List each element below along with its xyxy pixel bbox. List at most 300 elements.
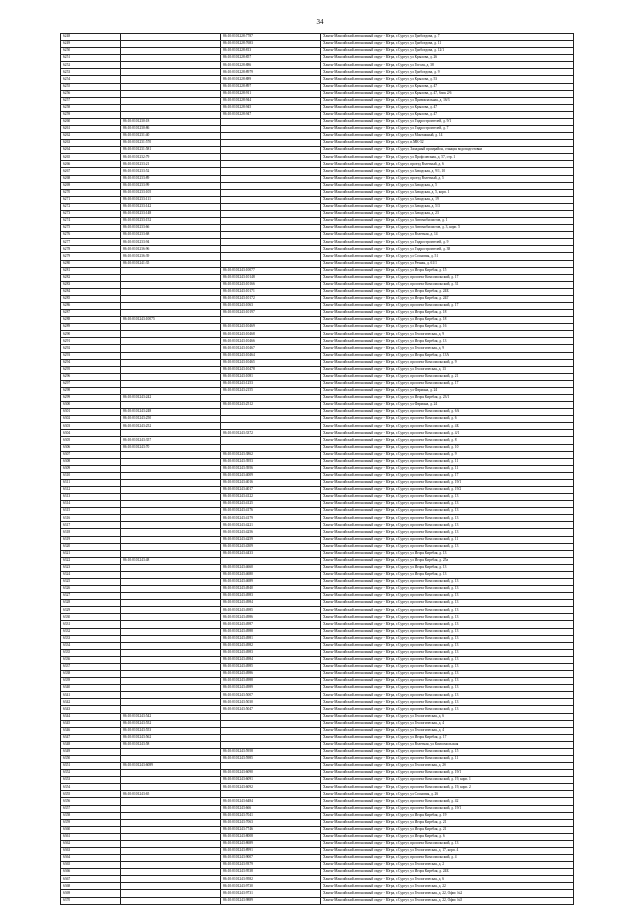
address-cell: Ханты-Мансийский автономный округ - Югра, г.Сургут, проспект Комсомольский, д. 8 (321, 437, 574, 444)
address-cell: Ханты-Мансийский автономный округ - Югра, г.Сургут, ул Крылова, д. 47 (321, 83, 574, 90)
row-number-cell: 6351 (61, 763, 121, 770)
table-row (61, 225, 574, 232)
object-number-cell (221, 260, 321, 267)
land-plot-number-cell (121, 522, 221, 529)
object-number-cell: 86:10:0101243:7746 (221, 826, 321, 833)
row-number-cell: 6368 (61, 883, 121, 890)
row-number-cell: 6259 (61, 111, 121, 118)
object-number-cell: 86:10:0101243:8991 (221, 847, 321, 854)
land-plot-number-cell (121, 90, 221, 97)
row-number-cell: 6330 (61, 614, 121, 621)
table-row (61, 571, 574, 578)
land-plot-number-cell (121, 373, 221, 380)
table-row (61, 734, 574, 741)
object-number-cell (221, 253, 321, 260)
table-row (61, 826, 574, 833)
land-plot-number-cell (121, 402, 221, 409)
land-plot-number-cell (121, 359, 221, 366)
address-cell: Ханты-Мансийский автономный округ - Югра, г.Сургут, проспект Комсомольский, д. 6 (321, 416, 574, 423)
object-number-cell: 86:10:0101243:4984 (221, 600, 321, 607)
object-number-cell (221, 423, 321, 430)
object-number-cell (221, 720, 321, 727)
table-row (61, 876, 574, 883)
object-number-cell: 86:10:0101243:4660 (221, 564, 321, 571)
address-cell: Ханты-Мансийский автономный округ - Югра, г.Сургут, ул Игоря Киртбая, д. 13 (321, 571, 574, 578)
row-number-cell: 6337 (61, 663, 121, 670)
row-number-cell: 6339 (61, 678, 121, 685)
table-row (61, 840, 574, 847)
object-number-cell: 86:10:0101243:4985 (221, 663, 321, 670)
land-plot-number-cell: 86:10:0101231:40 (121, 133, 221, 140)
land-plot-number-cell (121, 833, 221, 840)
table-body (61, 34, 574, 905)
row-number-cell: 6355 (61, 791, 121, 798)
address-cell: Ханты-Мансийский автономный округ - Югра, г.Сургут, ул Гидростроителей, д. 7 (321, 126, 574, 133)
table-row (61, 267, 574, 274)
address-cell: Ханты-Мансийский автономный округ - Югра, г.Сургут, ул Игоря Киртбая, д. 18 (321, 317, 574, 324)
row-number-cell: 6326 (61, 586, 121, 593)
row-number-cell: 6336 (61, 656, 121, 663)
row-number-cell: 6294 (61, 359, 121, 366)
address-cell: Ханты-Мансийский автономный округ - Югра, г.Сургут, ул Грибоедова, д. 7 (321, 34, 574, 41)
address-cell: Ханты-Мансийский автономный округ - Югра, г.Сургут, ул Крылова, д. 47, блок 2/6 (321, 90, 574, 97)
address-cell: Ханты-Мансийский автономный округ - Югра, г.Сургут, ул Игоря Киртбая, д. 18 (321, 310, 574, 317)
object-number-cell: 86:10:0101243:1081 (221, 373, 321, 380)
object-number-cell: 86:10:0101243:9379 (221, 862, 321, 869)
table-row (61, 515, 574, 522)
address-cell: Ханты-Мансийский автономный округ - Югра, г.Сургут, проспект Комсомольский, д. 6А (321, 409, 574, 416)
object-number-cell (221, 232, 321, 239)
object-number-cell: 86:10:0101243:9731 (221, 890, 321, 897)
row-number-cell: 6260 (61, 118, 121, 125)
address-cell: Ханты-Мансийский автономный округ - Югра, г.Сургут, ул Грибоедова, д. 12/1 (321, 48, 574, 55)
object-number-cell: 86:10:0101243:6484 (221, 798, 321, 805)
table-row (61, 706, 574, 713)
row-number-cell: 6262 (61, 133, 121, 140)
object-number-cell (221, 175, 321, 182)
table-row (61, 812, 574, 819)
land-plot-number-cell: 86:10:0101243:65 (121, 791, 221, 798)
table-row (61, 635, 574, 642)
object-number-cell: 86:10:0101243:9889 (221, 897, 321, 904)
address-cell: Ханты-Мансийский автономный округ - Югра, г.Сургут, ул Игоря Киртбая, д. 24Г (321, 295, 574, 302)
land-plot-number-cell (121, 812, 221, 819)
table-row (61, 557, 574, 564)
row-number-cell: 6358 (61, 812, 121, 819)
address-cell: Ханты-Мансийский автономный округ - Югра, г.Сургут, ул Игоря Киртбая, д. 23/1 (321, 394, 574, 401)
object-number-cell: 86:10:0101243:10171 (221, 288, 321, 295)
table-row (61, 550, 574, 557)
table-row (61, 805, 574, 812)
row-number-cell: 6327 (61, 593, 121, 600)
object-number-cell (221, 416, 321, 423)
object-number-cell (221, 444, 321, 451)
table-row (61, 883, 574, 890)
table-row (61, 140, 574, 147)
table-row (61, 338, 574, 345)
table-row (61, 465, 574, 472)
address-cell: Ханты-Мансийский автономный округ - Югра, г.Сургут, проспект Комсомольский, д. 13 (321, 621, 574, 628)
row-number-cell: 6366 (61, 869, 121, 876)
object-number-cell (221, 154, 321, 161)
row-number-cell: 6270 (61, 189, 121, 196)
object-number-cell (221, 133, 321, 140)
table-row (61, 586, 574, 593)
row-number-cell: 6319 (61, 536, 121, 543)
land-plot-number-cell: 86:10:0101233:68 (121, 232, 221, 239)
address-cell: Ханты-Мансийский автономный округ - Югра, г.Сургут, проспект Комсомольский, д. 13 (321, 614, 574, 621)
row-number-cell: 6282 (61, 274, 121, 281)
land-plot-number-cell (121, 97, 221, 104)
object-number-cell: 86:10:0101228:813 (221, 48, 321, 55)
object-number-cell: 86:10:0101228:857 (221, 55, 321, 62)
object-number-cell (221, 210, 321, 217)
table-row (61, 649, 574, 656)
row-number-cell: 6289 (61, 324, 121, 331)
land-plot-number-cell (121, 543, 221, 550)
land-plot-number-cell (121, 302, 221, 309)
object-number-cell (221, 189, 321, 196)
land-plot-number-cell (121, 494, 221, 501)
object-number-cell (221, 239, 321, 246)
land-plot-number-cell (121, 656, 221, 663)
row-number-cell: 6278 (61, 246, 121, 253)
land-plot-number-cell (121, 310, 221, 317)
object-number-cell: 86:10:0101243:9730 (221, 883, 321, 890)
object-number-cell: 86:10:0101243:5958 (221, 748, 321, 755)
object-number-cell: 86:10:0101228:7683 (221, 41, 321, 48)
table-row (61, 720, 574, 727)
table-row (61, 494, 574, 501)
object-number-cell (221, 409, 321, 416)
land-plot-number-cell: 86:10:0101243:553 (121, 727, 221, 734)
table-row (61, 295, 574, 302)
object-number-cell: 86:10:0101243:10148 (221, 274, 321, 281)
row-number-cell: 6370 (61, 897, 121, 904)
row-number-cell: 6281 (61, 267, 121, 274)
table-row (61, 748, 574, 755)
object-number-cell: 86:10:0101243:10077 (221, 267, 321, 274)
address-cell: Ханты-Мансийский автономный округ - Югра, г.Сургут, проспект Комсомольский, д. 13 (321, 685, 574, 692)
table-row (61, 855, 574, 862)
table-row (61, 479, 574, 486)
table-row (61, 847, 574, 854)
object-number-cell (221, 147, 321, 154)
object-number-cell: 86:10:0101228:945 (221, 104, 321, 111)
object-number-cell: 86:10:0101243:4989 (221, 685, 321, 692)
table-row (61, 41, 574, 48)
address-cell: Ханты-Мансийский автономный округ - Югра, г.Сургут, ул Крылова, д. 47 (321, 111, 574, 118)
address-cell: Ханты-Мансийский автономный округ - Югра, г.Сургут, проспект Комсомольский, д. 13 (321, 649, 574, 656)
land-plot-number-cell (121, 508, 221, 515)
land-plot-number-cell (121, 331, 221, 338)
table-row (61, 508, 574, 515)
object-number-cell: 86:10:0101243:4984 (221, 656, 321, 663)
land-plot-number-cell (121, 869, 221, 876)
table-row (61, 777, 574, 784)
row-number-cell: 6306 (61, 444, 121, 451)
address-cell: Ханты-Мансийский автономный округ - Югра, г.Сургут, ул Игоря Киртбая, д. 19 (321, 812, 574, 819)
row-number-cell: 6309 (61, 465, 121, 472)
land-plot-number-cell (121, 62, 221, 69)
land-plot-number-cell (121, 897, 221, 904)
land-plot-number-cell (121, 104, 221, 111)
address-cell: Ханты-Мансийский автономный округ - Югра, г.Сургут, ул Игоря Киртбая, д. 13 (321, 338, 574, 345)
row-number-cell: 6322 (61, 557, 121, 564)
address-cell: Ханты-Мансийский автономный округ - Югра, г.Сургут, ул Крылова, д. 47 (321, 104, 574, 111)
object-number-cell: 86:10:0101243:9538 (221, 869, 321, 876)
table-row (61, 210, 574, 217)
row-number-cell: 6323 (61, 564, 121, 571)
land-plot-number-cell (121, 840, 221, 847)
object-number-cell: 86:10:0101243:6092 (221, 784, 321, 791)
table-row (61, 126, 574, 133)
row-number-cell: 6303 (61, 423, 121, 430)
row-number-cell: 6340 (61, 685, 121, 692)
table-row (61, 663, 574, 670)
object-number-cell: 86:10:0101243:5007 (221, 692, 321, 699)
object-number-cell: 86:10:0101228:911 (221, 90, 321, 97)
land-plot-number-cell (121, 649, 221, 656)
land-plot-number-cell (121, 642, 221, 649)
land-plot-number-cell (121, 338, 221, 345)
address-cell: Ханты-Мансийский автономный округ - Югра, г.Сургут, проспект Комсомольский, д. 15 (321, 748, 574, 755)
row-number-cell: 6297 (61, 380, 121, 387)
row-number-cell: 6338 (61, 671, 121, 678)
object-number-cell: 86:10:0101228:886 (221, 62, 321, 69)
address-cell: Ханты-Мансийский автономный округ - Югра, г.Сургут, ул Игоря Киртбая, д. 21 (321, 819, 574, 826)
object-number-cell: 86:10:0101243:4125 (221, 501, 321, 508)
address-cell: Ханты-Мансийский автономный округ - Югра, г.Сургут, ул Игоря Киртбая, д. 24Б (321, 288, 574, 295)
object-number-cell: 86:10:0101243:2512 (221, 402, 321, 409)
row-number-cell: 6287 (61, 310, 121, 317)
row-number-cell: 6305 (61, 437, 121, 444)
row-number-cell: 6356 (61, 798, 121, 805)
address-cell: Ханты-Мансийский автономный округ - Югра, г.Сургут, ул Геологическая, д. 2б (321, 763, 574, 770)
row-number-cell: 6280 (61, 260, 121, 267)
land-plot-number-cell (121, 805, 221, 812)
land-plot-number-cell (121, 826, 221, 833)
land-plot-number-cell (121, 706, 221, 713)
table-row (61, 614, 574, 621)
object-number-cell (221, 741, 321, 748)
address-cell: Ханты-Мансийский автономный округ - Югра, г.Сургут, ул Гидростроителей, д. 9 (321, 239, 574, 246)
land-plot-number-cell (121, 607, 221, 614)
address-cell: Ханты-Мансийский автономный округ - Югра, г.Сургут, проспект Комсомольский, д. 19, корп. 1 (321, 777, 574, 784)
table-row (61, 55, 574, 62)
table-row (61, 671, 574, 678)
address-cell: Ханты-Мансийский автономный округ - Югра, г.Сургут, проспект Комсомольский, д. 19, корп. 2 (321, 784, 574, 791)
table-row (61, 189, 574, 196)
table-row (61, 607, 574, 614)
address-cell: Ханты-Мансийский автономный округ - Югра, г.Сургут, ул Профсоюзная, д. 57, стр. 1 (321, 154, 574, 161)
object-number-cell: 86:10:0101243:4689 (221, 579, 321, 586)
land-plot-number-cell: 86:10:0101243:6089 (121, 763, 221, 770)
row-number-cell: 6316 (61, 515, 121, 522)
address-cell: Ханты-Мансийский автономный округ - Югра, г.Сургут, ул Сосновая, д. 51 (321, 253, 574, 260)
land-plot-number-cell (121, 819, 221, 826)
row-number-cell: 6253 (61, 69, 121, 76)
table-row (61, 253, 574, 260)
address-cell: Ханты-Мансийский автономный округ - Югра, г.Сургут, проспект Комсомольский, д. 4Б (321, 423, 574, 430)
land-plot-number-cell: 86:10:0101236:96 (121, 246, 221, 253)
address-cell: Ханты-Мансийский автономный округ - Югра, г.Сургут, проспект Комсомольский, д. 13 (321, 706, 574, 713)
land-plot-number-cell (121, 883, 221, 890)
land-plot-number-cell: 86:10:0101233:94 (121, 239, 221, 246)
address-cell: Ханты-Мансийский автономный округ - Югра, г.Сургут, проспект Комсомольский, д. 10 (321, 444, 574, 451)
table-row (61, 869, 574, 876)
table-row (61, 218, 574, 225)
row-number-cell: 6341 (61, 692, 121, 699)
table-row (61, 260, 574, 267)
table-row (61, 579, 574, 586)
row-number-cell: 6300 (61, 402, 121, 409)
row-number-cell: 6364 (61, 855, 121, 862)
address-cell: Ханты-Мансийский автономный округ - Югра, г.Сургут, проспект Комсомольский, д. 42 (321, 798, 574, 805)
row-number-cell: 6346 (61, 727, 121, 734)
table-row (61, 345, 574, 352)
land-plot-number-cell (121, 847, 221, 854)
object-number-cell: 86:10:0101243:2155 (221, 387, 321, 394)
land-plot-number-cell (121, 579, 221, 586)
row-number-cell: 6343 (61, 706, 121, 713)
land-plot-number-cell: 86:10:0101243:252 (121, 423, 221, 430)
land-plot-number-cell: 86:10:0101233:148 (121, 210, 221, 217)
object-number-cell: 86:10:0101243:4987 (221, 621, 321, 628)
land-plot-number-cell (121, 635, 221, 642)
object-number-cell: 86:10:0101243:10172 (221, 295, 321, 302)
land-plot-number-cell (121, 48, 221, 55)
land-plot-number-cell (121, 770, 221, 777)
land-plot-number-cell (121, 784, 221, 791)
land-plot-number-cell: 86:10:0101233:21 (121, 161, 221, 168)
table-row (61, 182, 574, 189)
land-plot-number-cell: 86:10:0101243:552 (121, 720, 221, 727)
table-row (61, 501, 574, 508)
object-number-cell (221, 225, 321, 232)
land-plot-number-cell: 86:10:0101230:86 (121, 126, 221, 133)
address-cell: Ханты-Мансийский автономный округ - Югра, г.Сургут, проезд Взлетный, д. 5 (321, 175, 574, 182)
land-plot-number-cell (121, 890, 221, 897)
address-cell: Ханты-Мансийский автономный округ - Югра, г.Сургут, ул Геологическая, д. 9 (321, 345, 574, 352)
row-number-cell: 6264 (61, 147, 121, 154)
object-number-cell: 86:10:0101243:5047 (221, 706, 321, 713)
object-number-cell (221, 203, 321, 210)
table-row (61, 161, 574, 168)
land-plot-number-cell (121, 451, 221, 458)
land-plot-number-cell (121, 267, 221, 274)
object-number-cell: 86:10:0101243:4433 (221, 550, 321, 557)
table-row (61, 713, 574, 720)
object-number-cell: 86:10:0101243:666 (221, 805, 321, 812)
object-number-cell: 86:10:0101243:10467 (221, 345, 321, 352)
table-row (61, 168, 574, 175)
object-number-cell: 86:10:0101243:4986 (221, 671, 321, 678)
address-cell: Ханты-Мансийский автономный округ - Югра, г.Сургут, ул Гидростроителей, д. 9/1 (321, 118, 574, 125)
address-cell: Ханты-Мансийский автономный округ - Югра, г.Сургут, ул Гоголя, д. 38 (321, 62, 574, 69)
row-number-cell: 6320 (61, 543, 121, 550)
land-plot-number-cell (121, 798, 221, 805)
address-cell: Ханты-Мансийский автономный округ - Югра, г.Сургут, проспект Комсомольский, д. 13 (321, 586, 574, 593)
object-number-cell: 86:10:0101243:6090 (221, 770, 321, 777)
object-number-cell: 86:10:0101243:4122 (221, 494, 321, 501)
address-cell: Ханты-Мансийский автономный округ - Югра, г.Сургут, ул Гидростроителей, д. 38 (321, 246, 574, 253)
row-number-cell: 6369 (61, 890, 121, 897)
land-plot-number-cell (121, 487, 221, 494)
address-cell: Ханты-Мансийский автономный округ - Югра, г.Сургут, п.МК-32 (321, 140, 574, 147)
address-cell: Ханты-Мансийский автономный округ - Югра, г.Сургут, ул Монтажный, д. 14 (321, 133, 574, 140)
object-number-cell: 86:10:0101243:10469 (221, 324, 321, 331)
row-number-cell: 6257 (61, 97, 121, 104)
land-plot-number-cell (121, 685, 221, 692)
address-cell: Ханты-Мансийский автономный округ - Югра, г.Сургут, Западный промрайон, станция водоподготовки (321, 147, 574, 154)
row-number-cell: 6277 (61, 239, 121, 246)
row-number-cell: 6265 (61, 154, 121, 161)
address-cell: Ханты-Мансийский автономный округ - Югра, г.Сургут, проспект Комсомольский, д. 4/1 (321, 430, 574, 437)
land-plot-number-cell (121, 55, 221, 62)
table-row (61, 402, 574, 409)
land-plot-number-cell (121, 458, 221, 465)
land-plot-number-cell (121, 663, 221, 670)
object-number-cell: 86:10:0101228:944 (221, 97, 321, 104)
table-row (61, 416, 574, 423)
object-number-cell: 86:10:0101243:4988 (221, 628, 321, 635)
land-plot-number-cell: 86:10:0101243:48 (121, 557, 221, 564)
row-number-cell: 6361 (61, 833, 121, 840)
object-number-cell (221, 168, 321, 175)
object-number-cell (221, 118, 321, 125)
row-number-cell: 6266 (61, 161, 121, 168)
table-row (61, 819, 574, 826)
object-number-cell: 86:10:0101243:4016 (221, 479, 321, 486)
row-number-cell: 6334 (61, 642, 121, 649)
address-cell: Ханты-Мансийский автономный округ - Югра, г.Сургут, ул Геологическая, д. 13 (321, 366, 574, 373)
object-number-cell: 86:10:0101243:10465 (221, 359, 321, 366)
land-plot-number-cell (121, 755, 221, 762)
row-number-cell: 6325 (61, 579, 121, 586)
object-number-cell: 86:10:0101243:6091 (221, 777, 321, 784)
table-row (61, 34, 574, 41)
row-number-cell: 6301 (61, 409, 121, 416)
table-row (61, 352, 574, 359)
table-row (61, 536, 574, 543)
table-row (61, 97, 574, 104)
object-number-cell: 86:10:0101243:10468 (221, 331, 321, 338)
address-cell: Ханты-Мансийский автономный округ - Югра, г.Сургут, проспект Комсомольский, д. 11 (321, 465, 574, 472)
row-number-cell: 6317 (61, 522, 121, 529)
address-cell: Ханты-Мансийский автономный округ - Югра, г.Сургут, проспект Комсомольский, д. 17 (321, 302, 574, 309)
table-row (61, 642, 574, 649)
land-plot-number-cell (121, 366, 221, 373)
object-number-cell: 86:10:0101243:4017 (221, 487, 321, 494)
object-number-cell: 86:10:0101243:1253 (221, 380, 321, 387)
land-plot-number-cell (121, 621, 221, 628)
row-number-cell: 6248 (61, 34, 121, 41)
row-number-cell: 6359 (61, 819, 121, 826)
land-plot-number-cell (121, 465, 221, 472)
row-number-cell: 6329 (61, 607, 121, 614)
table-row (61, 232, 574, 239)
table-row (61, 487, 574, 494)
page-number: 34 (316, 18, 324, 26)
table-row (61, 699, 574, 706)
land-plot-number-cell (121, 281, 221, 288)
table-row (61, 196, 574, 203)
land-plot-number-cell (121, 111, 221, 118)
land-plot-number-cell: 86:10:0101233:111 (121, 196, 221, 203)
table-row (61, 387, 574, 394)
land-plot-number-cell (121, 748, 221, 755)
